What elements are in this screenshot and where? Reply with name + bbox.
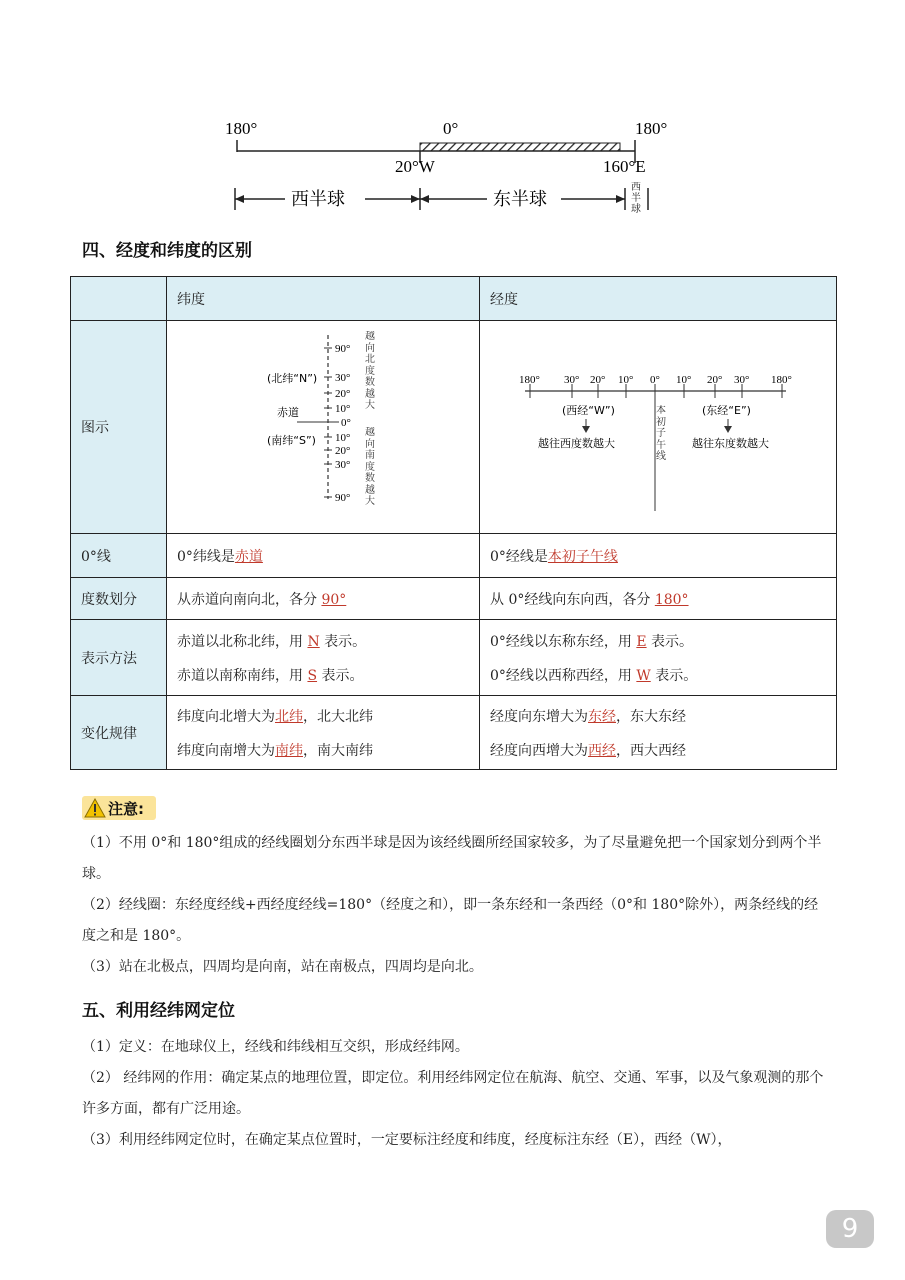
lon-tick-label: 30°	[564, 374, 580, 386]
lon-notation-line	[490, 631, 826, 651]
header-latitude: 纬度	[167, 277, 480, 321]
lat-notation-line	[177, 631, 469, 651]
lon-pat2-text: 经度向西增大为	[490, 742, 588, 759]
table-row-pattern	[71, 696, 837, 770]
lat-pat2-post: ，南大南纬	[303, 742, 373, 759]
lon-pat1-answer: 东经	[588, 708, 616, 725]
lon-note2-post: 表示。	[650, 667, 698, 684]
row-label-pattern: 变化规律	[71, 696, 167, 770]
section5-item: （3）利用经纬网定位时，在确定某点位置时，一定要标注经度和纬度，经度标注东经（E），西经（W），	[82, 1132, 732, 1148]
comparison-table	[70, 276, 837, 770]
lat-tick-label: 20°	[335, 388, 351, 400]
lon-division-text: 从 0°经线向东向西，各分	[490, 591, 655, 608]
longitude-diagram	[480, 321, 836, 529]
hemisphere-diagram	[225, 110, 685, 220]
lon-pattern-cell	[480, 696, 837, 770]
table-row-notation	[71, 620, 837, 696]
lon-division-answer: 180°	[654, 591, 689, 608]
lat-note2-answer: S	[307, 667, 318, 684]
lat-zero-answer: 赤道	[234, 548, 263, 565]
lat-north-label: (北纬“N”)	[267, 372, 318, 385]
row-label-division: 度数划分	[71, 578, 167, 620]
lat-division-text: 从赤道向南向北，各分	[177, 591, 322, 608]
lon-tick-label: 20°	[590, 374, 606, 386]
latitude-diagram	[167, 321, 479, 529]
lat-pattern-line	[177, 740, 469, 760]
west-hemisphere-small: 西半球	[631, 182, 641, 215]
note-label: 注意:	[108, 800, 144, 818]
lon-tick-label: 180°	[519, 374, 540, 386]
lat-tick-label: 30°	[335, 372, 351, 384]
lat-note1-post: 表示。	[319, 633, 367, 650]
lon-note1-post: 表示。	[646, 633, 694, 650]
lon-pattern-line	[490, 706, 826, 726]
lat-tick-label: 30°	[335, 459, 351, 471]
lon-zero-answer: 本初子午线	[547, 548, 618, 565]
lon-zero-text: 0°经线是	[490, 548, 548, 565]
lon-pat2-answer: 西经	[588, 742, 616, 759]
lat-zero-line-cell	[167, 534, 480, 578]
lat-pat1-answer: 北纬	[275, 708, 303, 725]
row-label-notation: 表示方法	[71, 620, 167, 696]
lat-notation-cell	[167, 620, 480, 696]
label-160e: 160°E	[603, 157, 646, 176]
lat-zero-text: 0°纬线是	[177, 548, 235, 565]
lon-tick-label: 180°	[771, 374, 792, 386]
table-row-diagram	[71, 321, 837, 534]
label-20w: 20°W	[395, 157, 435, 176]
section4-title: 四、经度和纬度的区别	[82, 241, 252, 261]
latitude-diagram-cell	[167, 321, 480, 534]
lat-south-vertical-text: 越向南度数越大	[365, 427, 375, 507]
prime-meridian-label: 本初子午线	[656, 405, 666, 462]
note-list	[82, 828, 827, 983]
east-hemisphere-label: 东半球	[493, 189, 547, 210]
lat-note2-post: 表示。	[317, 667, 364, 684]
row-label-diagram: 图示	[71, 321, 167, 534]
lon-tick-label: 0°	[650, 374, 660, 386]
hemisphere-diagram-svg	[225, 110, 685, 220]
header-empty-cell	[71, 277, 167, 321]
lat-notation-line	[177, 665, 469, 685]
page-number: 9	[826, 1210, 874, 1248]
lat-note1-text: 赤道以北称北纬，用	[177, 633, 308, 650]
table-row-division	[71, 578, 837, 620]
lon-note2-answer: W	[636, 667, 651, 684]
section5-list	[82, 1032, 827, 1156]
label-0: 0°	[443, 119, 459, 138]
note-item: （3）站在北极点，四周均是向南，站在南极点，四周均是向北。	[82, 959, 483, 975]
lon-pattern-line	[490, 740, 826, 760]
lat-division-cell	[167, 578, 480, 620]
lon-east-text: 越往东度数越大	[692, 437, 769, 450]
lat-pattern-cell	[167, 696, 480, 770]
lat-division-answer: 90°	[321, 591, 347, 608]
row-label-zero-line: 0°线	[71, 534, 167, 578]
section5-title: 五、利用经纬网定位	[82, 1001, 235, 1021]
lon-tick-label: 10°	[618, 374, 634, 386]
warning-icon	[84, 798, 106, 818]
lat-south-label: (南纬“S”)	[267, 434, 316, 447]
lat-tick-label: 20°	[335, 445, 351, 457]
lon-tick-label: 10°	[676, 374, 692, 386]
lat-pat1-text: 纬度向北增大为	[177, 708, 275, 725]
label-180-left: 180°	[225, 119, 258, 138]
table-header-row	[71, 277, 837, 321]
section5-item: （1）定义：在地球仪上，经线和纬线相互交织，形成经纬网。	[82, 1039, 469, 1055]
lon-tick-label: 30°	[734, 374, 750, 386]
west-hemisphere-label: 西半球	[291, 189, 345, 210]
lon-west-text: 越往西度数越大	[538, 437, 615, 450]
lat-pattern-line	[177, 706, 469, 726]
lon-division-cell	[480, 578, 837, 620]
lat-pat1-post: ，北大北纬	[303, 708, 373, 725]
lon-pat1-text: 经度向东增大为	[490, 708, 588, 725]
lat-north-vertical-text: 越向北度数越大	[365, 331, 375, 411]
lon-west-label: (西经“W”)	[562, 404, 615, 417]
label-180-right: 180°	[635, 119, 668, 138]
note-item: （2）经线圈：东经度经线+西经度经线=180°（经度之和），即一条东经和一条西经（0°和 180°除外），两条经线的经度之和是 180°。	[82, 897, 819, 944]
lat-equator-label: 赤道	[277, 406, 299, 419]
lon-note2-text: 0°经线以西称西经，用	[490, 667, 637, 684]
longitude-diagram-cell	[480, 321, 837, 534]
table-row-zero-line	[71, 534, 837, 578]
lon-east-label: (东经“E”)	[702, 404, 751, 417]
lat-pat2-text: 纬度向南增大为	[177, 742, 275, 759]
lon-zero-line-cell	[480, 534, 837, 578]
lon-note1-answer: E	[636, 633, 647, 650]
lat-note1-answer: N	[307, 633, 320, 650]
lon-tick-label: 20°	[707, 374, 723, 386]
header-longitude: 经度	[480, 277, 837, 321]
lat-tick-label: 10°	[335, 432, 351, 444]
section5-item: （2） 经纬网的作用：确定某点的地理位置，即定位。利用经纬网定位在航海、航空、交通、军事，以及气象观测的那个许多方面，都有广泛用途。	[82, 1070, 824, 1117]
lat-tick-label: 10°	[335, 403, 351, 415]
lat-tick-label: 90°	[335, 343, 351, 355]
lon-pat2-post: ，西大西经	[616, 742, 686, 759]
latitude-ticks	[297, 343, 351, 504]
lon-pat1-post: ，东大东经	[616, 708, 686, 725]
lat-tick-label: 0°	[341, 417, 351, 429]
lon-notation-line	[490, 665, 826, 685]
lat-pat2-answer: 南纬	[275, 742, 303, 759]
lat-note2-text: 赤道以南称南纬，用	[177, 667, 308, 684]
note-badge	[82, 796, 156, 820]
axis-hatched	[420, 143, 620, 151]
note-item: （1）不用 0°和 180°组成的经线圈划分东西半球是因为该经线圈所经国家较多，为了尽量避免把一个国家划分到两个半球。	[82, 835, 822, 882]
lat-tick-label: 90°	[335, 492, 351, 504]
lon-note1-text: 0°经线以东称东经，用	[490, 633, 637, 650]
lon-notation-cell	[480, 620, 837, 696]
